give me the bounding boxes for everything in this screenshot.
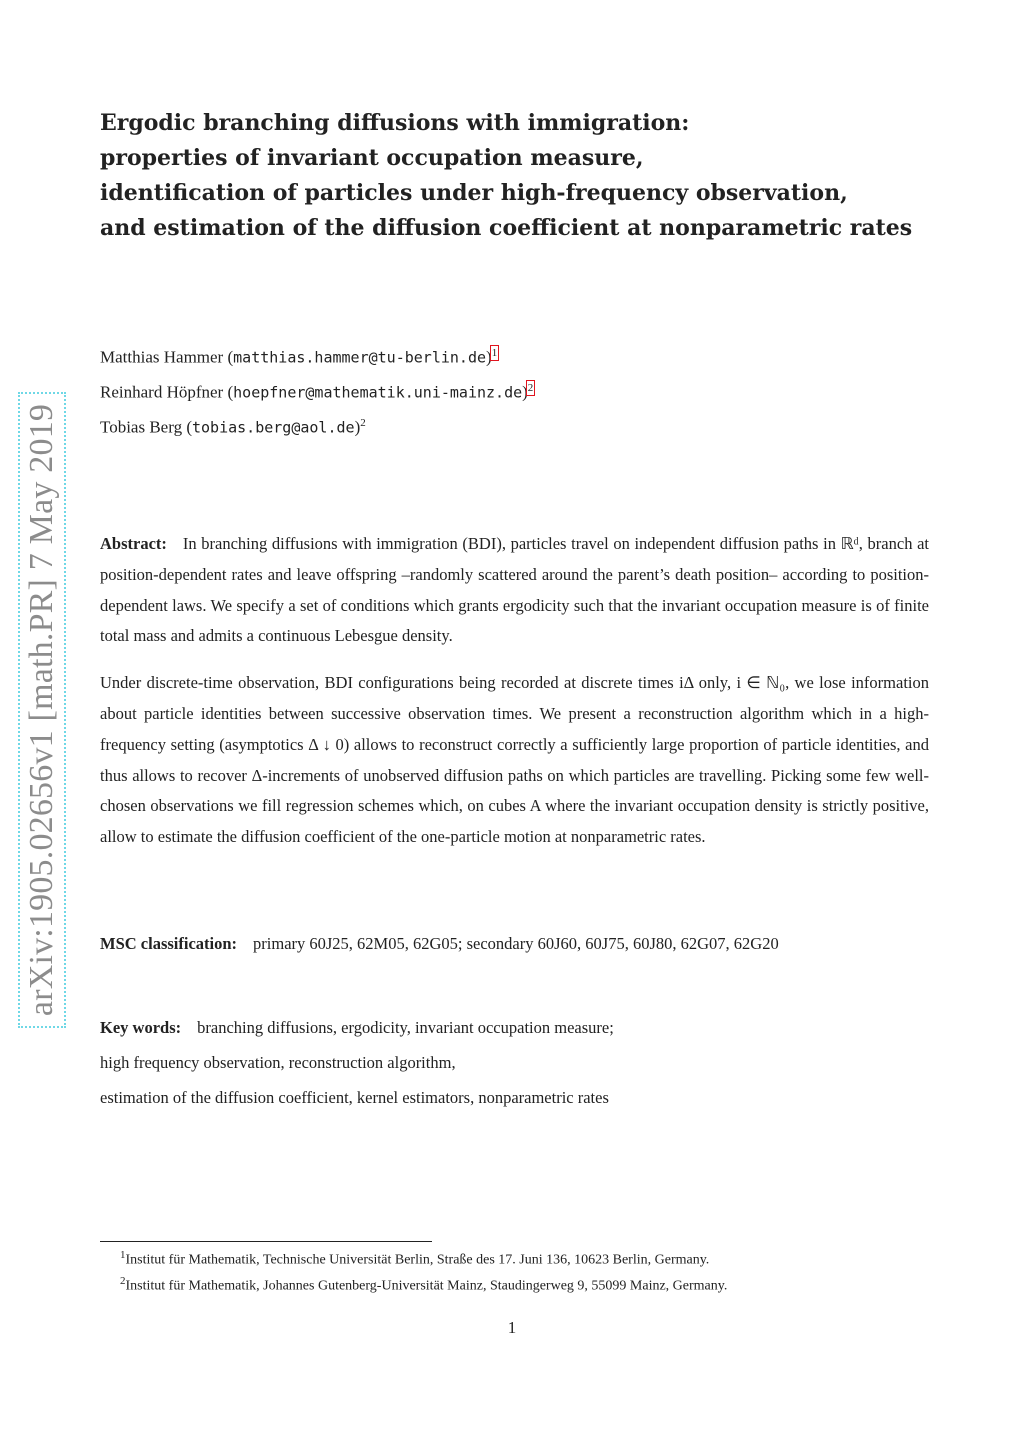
paren: ) — [522, 382, 528, 402]
affiliation-link[interactable]: 2 — [527, 382, 534, 394]
author-hammer — [100, 340, 533, 375]
abstract-paragraph-2: Under discrete-time observation, BDI configurations being recorded at discrete times iΔ only, i ∈ ℕ₀, we lose information about particle identities between successive observation times. We present a reconstruction algorithm which in a high-frequency setting (asymptotics Δ ↓ 0) allows to reconstruct correctly a sufficiently large proportion of particle identities, and thus allows to recover Δ-increments of unobserved diffusion paths on which particles are travelling. Picking some few well-chosen observations we fill regression schemes which, on cubes A where the invariant occupation density is strictly positive, allow to estimate the diffusion coefficient of the one-particle motion at nonparametric rates. — [100, 673, 929, 847]
msc-label: MSC classification: — [100, 934, 238, 953]
keywords-label: Key words: — [100, 1018, 182, 1037]
keywords-text: branching diffusions, ergodicity, invariant occupation measure; — [197, 1018, 614, 1037]
keywords — [100, 1015, 614, 1120]
msc-text: primary 60J25, 62M05, 62G05; secondary 60J60, 60J75, 60J80, 62G07, 62G20 — [253, 934, 779, 953]
author-list — [100, 340, 533, 445]
arxiv-stamp — [18, 392, 66, 1028]
author-email-link[interactable]: tobias.berg@aol.de — [192, 418, 355, 437]
arxiv-id: arXiv:1905.02656v1 [math.PR] 7 May 2019 — [23, 403, 60, 1017]
footnote-2 — [120, 1271, 727, 1297]
paren: ) — [486, 347, 492, 367]
footnote-mark: 1 — [120, 1249, 126, 1261]
title-line: Ergodic branching diffusions with immigration: — [100, 110, 690, 136]
affiliation-mark: 2 — [360, 417, 366, 429]
affiliation-link[interactable]: 1 — [491, 347, 498, 359]
title-line: identification of particles under high-frequency observation, — [100, 180, 848, 206]
author-email-link[interactable]: matthias.hammer@tu-berlin.de — [233, 348, 487, 367]
paren: ) — [354, 417, 361, 437]
author-name: Matthias Hammer — [100, 347, 224, 367]
paren: ( — [186, 417, 192, 437]
author-email-link[interactable]: hoepfner@mathematik.uni-mainz.de — [233, 383, 523, 402]
footnote-1 — [120, 1245, 727, 1271]
author-hoepfner — [100, 375, 533, 410]
author-name: Reinhard Höpfner — [100, 382, 224, 402]
page-number: 1 — [507, 1318, 517, 1337]
paper-title — [100, 106, 940, 246]
keywords-line: high frequency observation, reconstruction algorithm, — [100, 1053, 456, 1072]
abstract — [100, 529, 929, 869]
keywords-line — [100, 1015, 614, 1050]
author-berg — [100, 410, 533, 445]
title-line: and estimation of the diffusion coefficient at nonparametric rates — [100, 215, 913, 241]
title-line: properties of invariant occupation measure, — [100, 145, 644, 171]
footnote-text: Institut für Mathematik, Technische Universität Berlin, Straße des 17. Juni 136, 10623 Berlin, Germany. — [125, 1252, 710, 1268]
msc-classification — [100, 934, 779, 954]
footnotes — [120, 1245, 727, 1296]
abstract-text: In branching diffusions with immigration (BDI), particles travel on independent diffusion paths in ℝᵈ, branch at position-dependent rates and leave offspring –randomly scattered around the parent’s death position– according to position-dependent laws. We specify a set of conditions which grants ergodicity such that the invariant occupation measure is of finite total mass and admits a continuous Lebesgue density. — [100, 534, 929, 646]
abstract-paragraph-1 — [100, 529, 929, 652]
footnote-rule — [100, 1241, 432, 1242]
abstract-label: Abstract: — [100, 534, 167, 553]
footnote-text: Institut für Mathematik, Johannes Gutenberg-Universität Mainz, Staudingerweg 9, 55099 Mainz, Germany. — [125, 1278, 728, 1294]
author-name: Tobias Berg — [100, 417, 183, 437]
paren: ( — [227, 347, 234, 367]
keywords-line: estimation of the diffusion coefficient, kernel estimators, nonparametric rates — [100, 1088, 609, 1107]
footnote-mark: 2 — [120, 1274, 126, 1287]
paren: ( — [227, 382, 234, 402]
